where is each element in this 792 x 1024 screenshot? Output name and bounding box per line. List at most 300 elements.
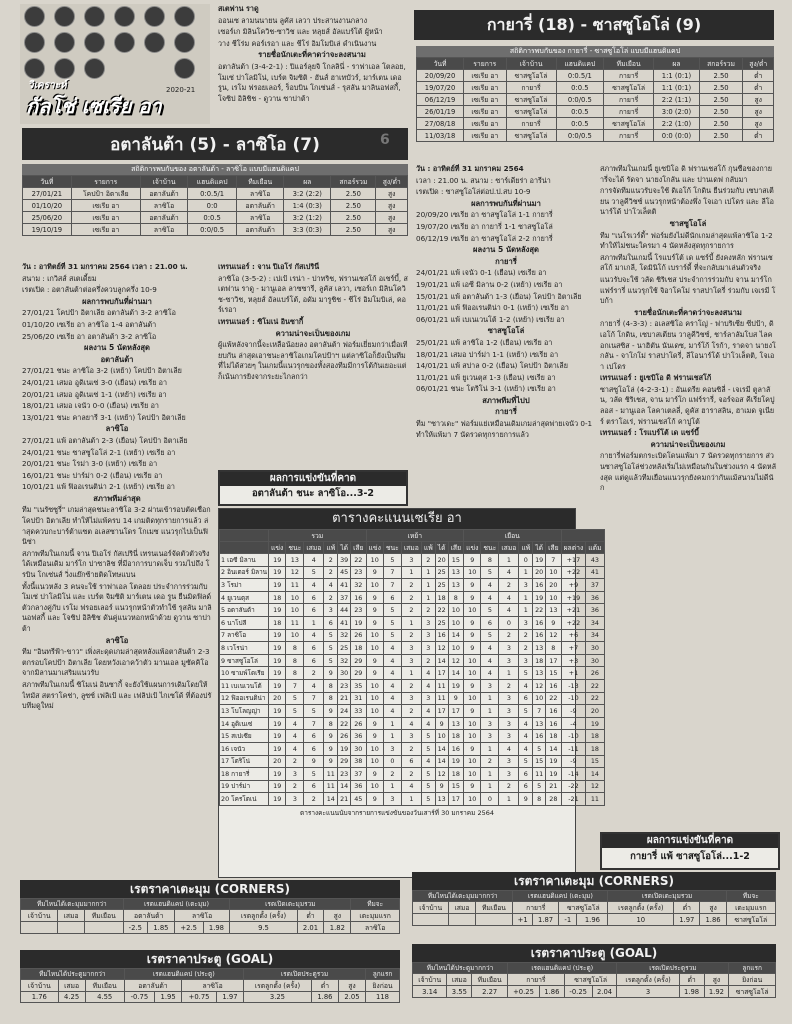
- cell: 20: [435, 554, 448, 567]
- paragraph: ทีม "เนโรเวร์ดี้" ฟอร์มยังไม่ดีนักเกมล่าสุดแพ้ลาซิโอ 1-2 ทำให้ไม่ชนะใครมา 4 นัดหลังสุดทุกรายการ: [600, 230, 773, 251]
- cell: +0.75: [182, 992, 217, 1003]
- cell: 3: [499, 717, 519, 730]
- opinion-text: กายารี่ฟอร์มตกระเบิดโดนแพ้มา 7 นัดรวดทุกรายการ ส่วนซาสซูโอโล่ช่วงหลังเริ่มไม่เหมือนกันในช่วงแรก 4 นัดหลังสุด แต่ดูแล้วทีมเยือนแนวรุกยังคมกว่ากันแม้สนามไม่ดีนัก: [600, 451, 776, 493]
- cell: 17: [448, 793, 463, 806]
- col-header: สกอร์รวม: [699, 58, 743, 70]
- cell: เรตลูกตั้ง (ครั้ง): [244, 980, 312, 992]
- cell: 2: [421, 604, 435, 617]
- list-item: 11/01/21 แพ้ ฟิออเรนติน่า 0-1 (เหย้า) เซเรีย อา: [416, 303, 569, 313]
- cell: 21: [338, 692, 351, 705]
- cell: ต่ำ: [297, 910, 324, 922]
- club-badge-icon: [114, 32, 135, 53]
- cell: [21, 922, 58, 934]
- cell: 14: [324, 793, 338, 806]
- cell: 1: [401, 793, 421, 806]
- cell: +1: [513, 914, 533, 926]
- cell: 3: [383, 793, 401, 806]
- cell: 3: [401, 692, 421, 705]
- club-badge-icon: [174, 58, 195, 79]
- cell: อตาลันต้า: [140, 212, 187, 224]
- cell: 17: [435, 667, 448, 680]
- cell: 1.96: [577, 914, 608, 926]
- lineup-title: รายชื่อนักเตะที่คาดว่าจะลงสนาม: [258, 50, 366, 60]
- cell: 11: [324, 768, 338, 781]
- cell: 0:0 (0:0): [654, 130, 700, 142]
- cell: 3: [499, 705, 519, 718]
- match-odds: เรตเปิด : ซาสซูโอโล่ต่อป.ป.สบ 10-9: [416, 187, 531, 197]
- cell: 6: [383, 591, 401, 604]
- cell: -4: [561, 717, 586, 730]
- club-badge-icon: [144, 6, 165, 27]
- table-row: [220, 780, 605, 793]
- cell: 19: [269, 717, 286, 730]
- left-goal-table: [20, 950, 400, 1003]
- team-name: 9 ซาสซูโอโล่: [220, 654, 269, 667]
- col-header: เสมอ: [304, 542, 324, 554]
- cell: 36: [586, 591, 604, 604]
- cell: ต่ำ: [743, 82, 774, 94]
- cell: 25: [435, 566, 448, 579]
- cell: 9: [464, 591, 481, 604]
- cell: 4: [421, 705, 435, 718]
- table-row: [23, 200, 408, 212]
- cell: 10: [464, 793, 481, 806]
- cell: 19: [533, 591, 546, 604]
- col-header: ชนะ: [286, 542, 304, 554]
- cell: 26/01/19: [417, 106, 464, 118]
- match-venue: เวลา : 21.00 น. สนาม : ซาร์เดียร่า อารีน่า: [416, 175, 551, 185]
- list-item: 01/10/20 เซเรีย อา ลาซิโอ 1-4 อตาลันต้า: [22, 319, 157, 329]
- cell: 2:2 (1:1): [654, 94, 700, 106]
- cell: 10: [286, 604, 304, 617]
- cell: 4: [499, 591, 519, 604]
- cell: 9: [324, 730, 338, 743]
- list-item: 19/07/20 เซเรีย อา กายารี่ 1-1 ซาสซูโอโล่: [416, 221, 553, 231]
- cell: 5: [533, 780, 546, 793]
- team-name: 17 โตริโน่: [220, 755, 269, 768]
- cell: 1: [499, 793, 519, 806]
- cell: 2.04: [592, 986, 617, 998]
- cell: 3:2 (1:2): [284, 212, 331, 224]
- cell: 17: [546, 654, 561, 667]
- cell: 3: [401, 554, 421, 567]
- col-header: ลูกแรก: [366, 969, 400, 980]
- right-goal-table: [412, 944, 776, 998]
- cell: 15: [586, 755, 604, 768]
- table-row: [413, 986, 776, 998]
- cell: 4.25: [58, 992, 85, 1003]
- club-badge-icon: [84, 6, 105, 27]
- cell: 19: [533, 554, 546, 567]
- lineup-a-text: กายารี่ (4-3-3) : อเลสซิโอ คราโญ่ - ฟาบริเซีย ซีปป้า, ดิเอโก้ โกดิน, เซบาสเตียน วาลูคีวิชซ์, ชาร์ลาลัมโบส ไลคอกเนสซิส - นาฮิตัน นันเดซ, มาร์โก้ โรก้า, ราดจา นายงโกลัน - จาโกโม่ ราสปาโดรี่, ลีโอนาร์โด้ ปาโวเล็ตติ, โจเอา เปโดร: [600, 319, 776, 371]
- cell: 19: [586, 717, 604, 730]
- opinion-title: ความน่าจะเป็นของเกม: [275, 328, 351, 338]
- cell: 30: [586, 654, 604, 667]
- mid-text-line: ออนเซ ลามนนายน ลูคัส เลวา ประสานงานกลาง: [218, 15, 368, 25]
- col-header: ผล: [654, 58, 700, 70]
- col-header: ทีมไหนได้เตะมุมมากกว่า: [413, 891, 513, 902]
- cell: 10: [286, 629, 304, 642]
- right-stats-caption: สถิติการพบกันของ กายารี่ - ซาสซูโอโล่ แบบมีแฮนดิแคป: [416, 46, 774, 57]
- paragraph: การจัดทีมแนวรับจะใช้ ดิเอโก้ โกดิน ยืนร่วมกับ เซบาสเตียน วาลูคีวิชซ์ แนวรุกหน้าต้องพึ่ง โจเอา เปโดร และ ลีโอนาร์โด้ ปาโวเล็ตติ: [600, 186, 774, 217]
- cell: 14: [435, 755, 448, 768]
- table-row: [417, 118, 774, 130]
- list-item: 25/01/21 แพ้ ลาซิโอ 1-2 (เยือน) เซเรีย อา: [416, 337, 553, 347]
- list-item: 06/01/21 ชนะ โตริโน่ 3-1 (เหย้า) เซเรีย อา: [416, 384, 556, 394]
- cell: 6: [304, 780, 324, 793]
- cell: [449, 914, 475, 926]
- cell: 6: [304, 604, 324, 617]
- cell: 0: [499, 616, 519, 629]
- cell: 2: [401, 604, 421, 617]
- cell: ซาสซูโอโล่: [729, 986, 776, 998]
- col-header: เรตเปิดเตะมุมรวม: [230, 899, 351, 910]
- cell: 19: [269, 667, 286, 680]
- list-item: 27/01/21 ชนะ ลาซิโอ 3-2 (เหย้า) โคปป้า อิตาเลีย: [22, 366, 182, 376]
- cell: 2: [401, 705, 421, 718]
- cell: 0:0.5: [556, 82, 604, 94]
- list-item: 24/01/21 แพ้ เจนัว 0-1 (เยือน) เซเรีย อา: [416, 268, 547, 278]
- cell: 4: [383, 705, 401, 718]
- right-match-title: [414, 10, 774, 40]
- cell: 6: [519, 692, 533, 705]
- cell: 22: [338, 717, 351, 730]
- cell: 9: [464, 554, 481, 567]
- cell: 2.50: [699, 70, 743, 82]
- cell: ลาซิโอ: [140, 200, 187, 212]
- cell: +6: [561, 629, 586, 642]
- cell: 1: [481, 780, 499, 793]
- cell: -14: [561, 768, 586, 781]
- team-name: 3 โรม่า: [220, 579, 269, 592]
- cell: กายารี่: [604, 94, 654, 106]
- cell: 10: [464, 692, 481, 705]
- cell: 6: [401, 755, 421, 768]
- cell: 10: [448, 616, 463, 629]
- cell: 13: [448, 566, 463, 579]
- col-header: แฮนดิแคป: [188, 176, 237, 188]
- cell: 8: [286, 642, 304, 655]
- preview-team-title: ลาซิโอ: [105, 635, 129, 645]
- cell: 18: [546, 730, 561, 743]
- cell: ยิงก่อน: [366, 980, 400, 992]
- team-name: 11 เบเนเวนโต้: [220, 679, 269, 692]
- cell: สูง: [743, 106, 774, 118]
- cell: 1.86: [700, 914, 726, 926]
- form-team-title: ซาสซูโอโล่: [487, 326, 525, 336]
- cell: 13: [533, 642, 546, 655]
- cell: 01/10/20: [23, 200, 72, 212]
- cell: 19: [269, 742, 286, 755]
- form-team-title: กายารี่: [495, 256, 517, 266]
- cell: 3: [499, 730, 519, 743]
- cell: 15: [546, 667, 561, 680]
- cell: 37: [586, 579, 604, 592]
- cell: 9: [366, 566, 383, 579]
- cell: 20: [269, 755, 286, 768]
- list-item: 27/01/21 โคปป้า อิตาเลีย อตาลันต้า 3-2 ลาซิโอ: [22, 308, 176, 318]
- cell: 4: [401, 717, 421, 730]
- cell: 3: [499, 692, 519, 705]
- cell: 10: [546, 591, 561, 604]
- team-name: 15 สเปเซีย: [220, 730, 269, 743]
- cell: สูง: [743, 94, 774, 106]
- left-corners-table: [20, 880, 400, 934]
- cell: 4: [383, 642, 401, 655]
- cell: 3: [499, 755, 519, 768]
- cell: ซาสซูโอโล่: [564, 974, 617, 986]
- logo-subtitle: วิเคราะห์: [28, 80, 67, 91]
- col-header: แข่ง: [269, 542, 286, 554]
- cell: 16: [546, 717, 561, 730]
- cell: 14: [338, 780, 351, 793]
- col-header: ชนะ: [383, 542, 401, 554]
- cell: 29: [351, 667, 366, 680]
- cell: 1.98: [203, 922, 230, 934]
- cell: 19: [269, 793, 286, 806]
- cell: 3: [401, 642, 421, 655]
- cell: เซเรีย อา: [71, 212, 140, 224]
- cell: 10: [366, 705, 383, 718]
- cell: 1: [481, 705, 499, 718]
- lineup-b-text: ซาสซูโอโล่ (4-2-3-1) : อันเดรีย คอนซิลี่ - เจเรมี ตูลาลัน, วลัด ชิริเชส, จาน มาร์โก แฟร์รารี่, จอร์จอส คีเรียโคปูลอส - มานูเอล โลคาเตลลี่, ดูคัส ฮาราสลิน, ฮาเมด จูเนียร์ ตราโอเร่, ฟรานเชสโก้ คาปูโต้: [600, 384, 775, 426]
- cell: 9: [464, 780, 481, 793]
- list-item: 20/09/20 เซเรีย อา ซาสซูโอโล่ 1-1 กายารี่: [416, 210, 553, 220]
- cell: 3: [499, 642, 519, 655]
- cell: 2: [324, 566, 338, 579]
- cell: 2: [401, 629, 421, 642]
- cell: 5: [421, 793, 435, 806]
- cell: 13: [448, 579, 463, 592]
- corners-title: เรตราคาเตะมุม (CORNERS): [20, 880, 400, 898]
- cell: 19: [448, 679, 463, 692]
- cell: 2: [481, 755, 499, 768]
- cell: 2: [324, 591, 338, 604]
- team-name: 4 ยูเวนตุส: [220, 591, 269, 604]
- cell: 8: [448, 591, 463, 604]
- cell: 3: [499, 654, 519, 667]
- cell: 4: [286, 730, 304, 743]
- coach-a: เทรนเนอร์ : จาน ปิเอโร่ กัสเปรินี่: [218, 262, 320, 271]
- team-name: 18 กายารี่: [220, 768, 269, 781]
- col-header: เรตเปิดเตะมุมรวม: [608, 891, 726, 902]
- cell: 5: [533, 742, 546, 755]
- cell: 3: [401, 730, 421, 743]
- cell: 10: [366, 780, 383, 793]
- cell: 3: [286, 768, 304, 781]
- cell: สูง: [376, 224, 408, 236]
- cell: ซาสซูโอโล่: [506, 106, 556, 118]
- team-name: 8 เวโรน่า: [220, 642, 269, 655]
- cell: 0: [481, 793, 499, 806]
- cell: ซาสซูโอโล่: [726, 914, 775, 926]
- cell: 2: [304, 667, 324, 680]
- cell: สูง: [376, 188, 408, 200]
- cell: 32: [338, 629, 351, 642]
- opinion-text: ผู้แพ้หลังจากนี้จะเหลือน้อยลง อตาลันต้า ฟอร์มเยี่ยมกว่าเมื่อเทียบกัน ล่าสุดเอาชนะลาซิโอเกมโคปป้าฯ แต่ลาซิโอก็ยังเป็นทีมที่ไม่ได้สวยๆ ในเกมนี้แนวรุกของทั้งสองทีมมีการโต้กันเยอะแต่ก็เน้นการยิงจากระยะไกลกว่า: [218, 340, 408, 381]
- cell: 0:0: [188, 200, 237, 212]
- col-header: เสีย: [546, 542, 561, 554]
- cell: ทีมเยือน: [84, 910, 123, 922]
- cell: โคปป้า อิตาเลีย: [71, 188, 140, 200]
- cell: 1: [383, 780, 401, 793]
- team-name: 19 ปาร์ม่า: [220, 780, 269, 793]
- mid-top-text: [218, 4, 406, 124]
- cell: 26: [586, 667, 604, 680]
- list-item: 24/01/21 ชนะ ซาสซูโอโล่ 2-1 (เหย้า) เซเรีย อา: [22, 447, 176, 457]
- cell: ลาซิโอ: [174, 910, 230, 922]
- cell: 1:1 (0:1): [654, 70, 700, 82]
- list-item: 20/01/21 ชนะ โรม่า 3-0 (เหย้า) เซเรีย อา: [22, 459, 158, 469]
- cell: 2:2 (1:0): [654, 118, 700, 130]
- logo-area: [20, 4, 210, 124]
- col-header: แต้ม: [586, 542, 604, 554]
- cell: 3: [286, 793, 304, 806]
- cell: 3: [519, 616, 533, 629]
- cell: 19: [546, 755, 561, 768]
- cell: 10: [366, 554, 383, 567]
- table-row: [417, 82, 774, 94]
- cell: 5: [383, 629, 401, 642]
- cell: ต่ำ: [674, 902, 700, 914]
- club-badge-icon: [24, 58, 45, 79]
- col-header: ได้: [533, 542, 546, 554]
- left-lineups: [218, 262, 408, 472]
- table-row: [220, 768, 605, 781]
- pick-text: อตาลันต้า ชนะ ลาซิโอ...3-2: [251, 488, 375, 499]
- cell: 41: [338, 616, 351, 629]
- cell: 12: [586, 780, 604, 793]
- mid-text-header: สเตฟาน ราดู: [218, 4, 259, 13]
- cell: 22: [586, 692, 604, 705]
- cell: สูง: [376, 212, 408, 224]
- cell: 06/12/19: [417, 94, 464, 106]
- col-header: เสีย: [351, 542, 366, 554]
- cell: 3:3 (0:3): [284, 224, 331, 236]
- table-row: [23, 224, 408, 236]
- cell: 1.86: [311, 992, 338, 1003]
- cell: 9: [366, 768, 383, 781]
- cell: 16: [533, 579, 546, 592]
- cell: 2.50: [331, 188, 376, 200]
- col-header: ทีมไหนได้ประตูมากกว่า: [413, 963, 508, 974]
- cell: 7: [304, 717, 324, 730]
- col-header: ทีมไหนได้เตะมุมมากกว่า: [21, 899, 124, 910]
- cell: เซเรีย อา: [71, 224, 140, 236]
- table-row: [23, 188, 408, 200]
- cell: 2: [499, 579, 519, 592]
- cell: 5: [481, 629, 499, 642]
- cell: 21: [546, 780, 561, 793]
- cell: เซเรีย อา: [464, 118, 506, 130]
- cell: 8: [533, 793, 546, 806]
- paragraph: สภาพทีมในเกมนี้ ซิโมเน่ อินซากี้ จะยังใช้แผนการเดิมโดยให้ ไทมัส สตราโคช่า, ลูซซ์ เฟลิเป้ และ เฟลิปเป้ ไกเซโด้ ที่ต้องปรับทีมดูใหม่: [22, 679, 212, 711]
- cell: 10: [533, 692, 546, 705]
- col-header: ลูกแรก: [729, 963, 776, 974]
- list-item: 06/12/19 เซเรีย อา ซาสซูโอโล่ 2-2 กายารี่: [416, 233, 553, 243]
- cell: 18: [351, 642, 366, 655]
- cell: -11: [561, 742, 586, 755]
- paragraph: ทีม "อินทรีฟ้า-ขาว" เพิ่งสะดุดเกมล่าสุดหลังแพ้อตาลันต้า 2-3 ตกรอบโคปป้า อิตาเลีย โดยหวังเอาคว้าตัว มานเอล มูซัคคิโอ จากมิลานมาเสริมแนวรับ: [22, 647, 210, 678]
- cell: 11: [533, 768, 546, 781]
- cell: 19: [338, 742, 351, 755]
- pick-title: ผลการแข่งขันที่คาด: [220, 472, 406, 486]
- cell: สูง: [338, 980, 365, 992]
- cell: 1.95: [155, 992, 182, 1003]
- list-item: 11/01/21 แพ้ ยูเวนตุส 1-3 (เยือน) เซเรีย อา: [416, 372, 556, 382]
- cell: 8: [286, 654, 304, 667]
- cell: 3.14: [413, 986, 447, 998]
- cell: ต่ำ: [743, 70, 774, 82]
- cell: กายารี่: [604, 70, 654, 82]
- cell: ลาซิโอ: [237, 212, 284, 224]
- cell: กายารี่: [604, 130, 654, 142]
- cell: 4: [519, 717, 533, 730]
- cell: 15: [448, 554, 463, 567]
- cell: 20/09/20: [417, 70, 464, 82]
- cell: 1:1 (0:1): [654, 82, 700, 94]
- cell: 19: [269, 730, 286, 743]
- cell: 1: [383, 730, 401, 743]
- cell: 9: [464, 642, 481, 655]
- cell: 3: [499, 768, 519, 781]
- cell: 29: [351, 654, 366, 667]
- cell: 16: [546, 705, 561, 718]
- cell: +7: [561, 642, 586, 655]
- table-row: [220, 742, 605, 755]
- cell: -1: [559, 914, 577, 926]
- cell: 12: [286, 566, 304, 579]
- cell: 118: [366, 992, 400, 1003]
- cell: 16: [351, 591, 366, 604]
- coach-b: เทรนเนอร์ : ซิโมเน่ อินซากี้: [218, 316, 304, 326]
- cell: 19: [269, 554, 286, 567]
- left-pick-box: [218, 470, 408, 506]
- cell: 7: [286, 679, 304, 692]
- cell: 2.50: [699, 106, 743, 118]
- col-header: เรตแฮนดิแคป (ประตู): [508, 963, 617, 974]
- club-badges-grid: [22, 4, 208, 82]
- paragraph: ทีม "เนรัซซูรี่" เกมล่าสุดชนะลาซิโอ 3-2 ผ่านเข้ารอบตัดเชือกโคปป้า อิตาเลีย ทำให้ไม่แพ้ครบ 14 เกมติดทุกรายการแล้ว ล่าสุดควบกะบาร์ต้าแซต อเลสซานโดร โกเมซ แนวรุกไปเป็นฟินิซ่า: [22, 505, 211, 547]
- cell: 15: [533, 755, 546, 768]
- cell: 28: [546, 793, 561, 806]
- cell: 5: [481, 566, 499, 579]
- cell: เซเรีย อา: [71, 200, 140, 212]
- cell: 11/03/18: [417, 130, 464, 142]
- col-header: เรตแฮนดิแคป (เตะมุม): [123, 899, 230, 910]
- cell: 11: [324, 780, 338, 793]
- col-header: สูง/ต่ำ: [376, 176, 408, 188]
- cell: ลาซิโอ: [140, 224, 187, 236]
- preview-team-title: ซาสซูโอโล่: [669, 218, 707, 228]
- cell: 32: [351, 579, 366, 592]
- cell: 0:0/0.5: [188, 224, 237, 236]
- table-row: [417, 106, 774, 118]
- cell: 1: [401, 667, 421, 680]
- cell: 44: [338, 604, 351, 617]
- pick-title: ผลการแข่งขันที่คาด: [602, 834, 778, 848]
- cell: [84, 922, 123, 934]
- cell: 11: [586, 793, 604, 806]
- cell: 38: [351, 755, 366, 768]
- cell: [475, 914, 513, 926]
- cell: 36: [351, 780, 366, 793]
- cell: 14: [546, 742, 561, 755]
- cell: 0:0.5: [188, 212, 237, 224]
- cell: 9: [324, 705, 338, 718]
- cell: 9: [464, 742, 481, 755]
- col-header: เรตเปิดประตูรวม: [244, 969, 366, 980]
